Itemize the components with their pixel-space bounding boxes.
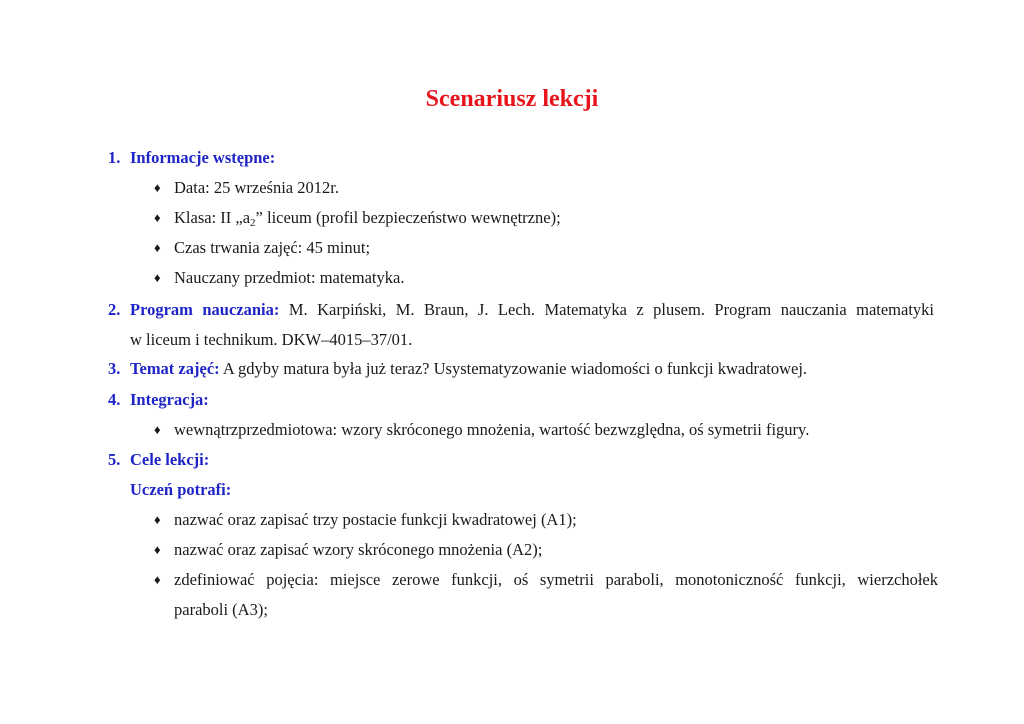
section-3-text: A gdyby matura była już teraz? Usystematyzowanie wiadomości o funkcji kwadratowej. [222,359,808,378]
section-1-heading: Informacje wstępne: [130,148,276,167]
section-4-number: 4. [108,390,121,409]
goal-bullet-a3-line-2: paraboli (A3); [174,600,268,619]
bullet-diamond-icon: ♦ [154,542,161,557]
integration-bullet: wewnątrzprzedmiotowa: wzory skróconego mnożenia, wartość bezwzględna, oś symetrii figury. [174,420,810,439]
info-bullet-class: Klasa: II $„a_2$” liceum (profil bezpieczeństwo wewnętrzne); [174,208,561,229]
bullet-diamond-icon: ♦ [154,512,161,527]
section-5-number: 5. [108,450,121,469]
section-1-number: 1. [108,148,121,167]
section-2-text-line-1: M. Karpiński, M. Braun, J. Lech. Matematyka z plusem. Program nauczania matematyki [288,300,935,319]
section-4-heading: Integracja: [130,390,209,409]
bullet-diamond-icon: ♦ [154,270,161,285]
bullet-diamond-icon: ♦ [154,572,161,587]
section-3-number: 3. [108,359,121,378]
info-bullet-duration: Czas trwania zajęć: 45 minut; [174,238,371,257]
goal-bullet-a2: nazwać oraz zapisać wzory skróconego mnożenia (A2); [174,540,543,559]
bullet-diamond-icon: ♦ [154,210,161,225]
section-5-subheading: Uczeń potrafi: [130,480,232,499]
section-2-heading: Program nauczania: [130,300,280,319]
goal-bullet-a3-line-1: zdefiniować pojęcia: miejsce zerowe funkcji, oś symetrii paraboli, monotoniczność funkcji, wierzchołek [174,570,938,589]
section-2-number: 2. [108,300,121,319]
section-3-heading: Temat zajęć: [130,359,220,378]
bullet-diamond-icon: ♦ [154,180,161,195]
info-bullet-date: Data: 25 września 2012r. [174,178,339,197]
section-2-line-1 [130,300,934,320]
section-2-text-line-2: w liceum i technikum. DKW–4015–37/01. [130,330,413,349]
info-bullet-subject: Nauczany przedmiot: matematyka. [174,268,405,287]
goal-bullet-a1: nazwać oraz zapisać trzy postacie funkcji kwadratowej (A1); [174,510,577,529]
bullet-diamond-icon: ♦ [154,240,161,255]
bullet-diamond-icon: ♦ [154,422,161,437]
section-5-heading: Cele lekcji: [130,450,210,469]
document-title: Scenariusz lekcji [425,86,599,112]
